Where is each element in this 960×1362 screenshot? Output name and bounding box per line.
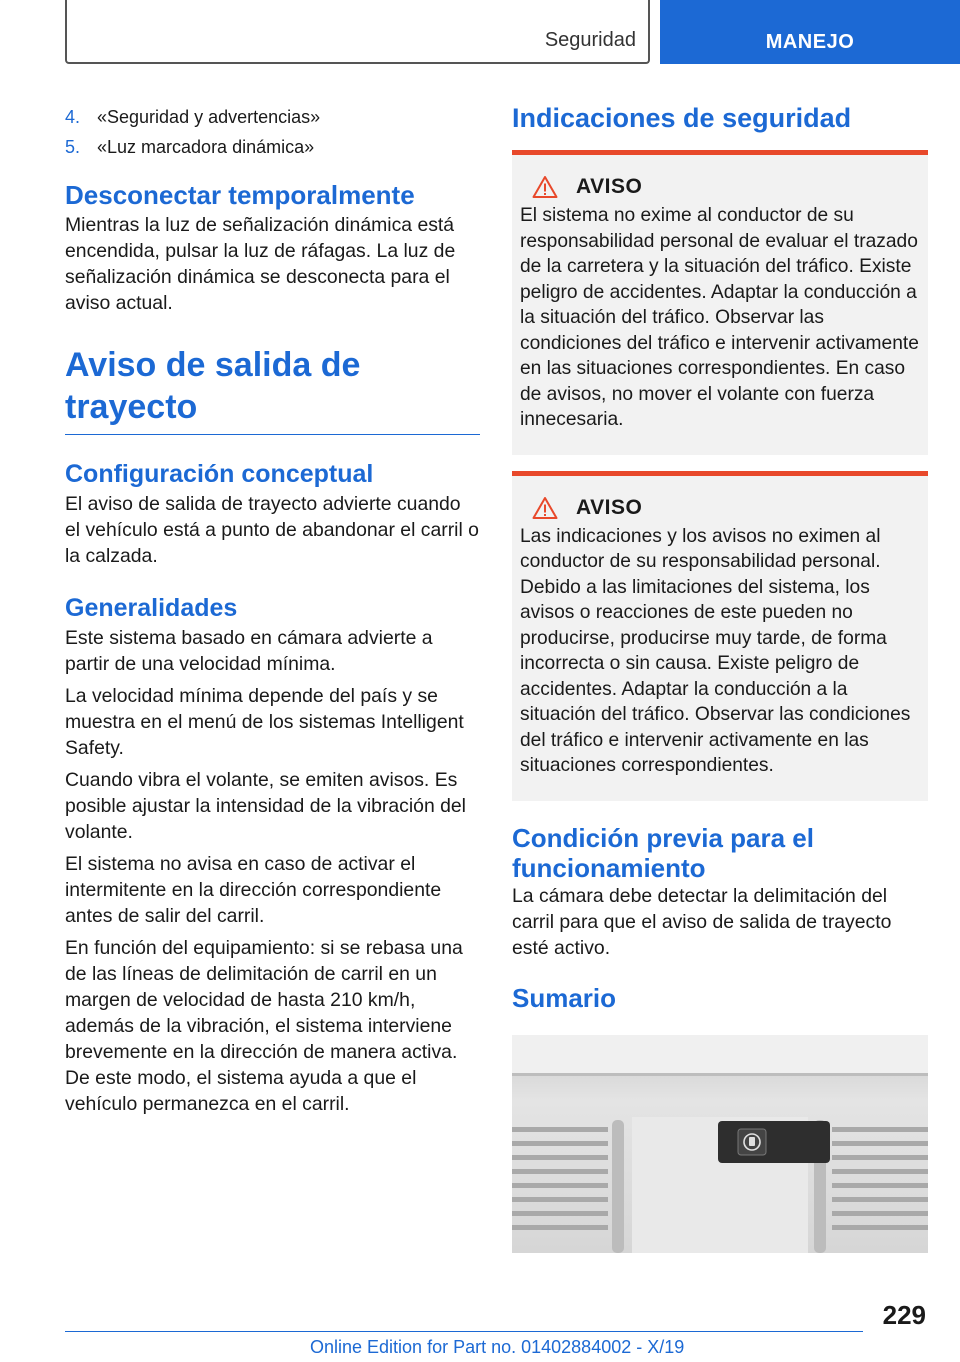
header-section-title: Seguridad [544,29,636,51]
paragraph-desconectar: Mientras la luz de señalización dinámica está encendida, pulsar la luz de ráfagas. La luz de señalización dinámica se desconecta para el aviso actual. [65,214,456,314]
warning-label: AVISO [576,175,643,198]
page-title: Aviso de salida de trayecto [65,344,480,435]
footer-edition-text: Online Edition for Part no. 01402884002 - X/19 [310,1337,685,1357]
warning-box [512,471,928,801]
warning-text: El sistema no exime al conductor de su responsabilidad personal de evaluar el trazado de la carretera y la situación del tráfico. Existe peligro de accidentes. Adaptar la conducción a la situación del tráfico. Observar las condiciones del tráfico e intervenir activamente en las situaciones correspondientes. En caso de avisos, no mover el volante con fuerza innecesaria. [520,205,919,430]
list-item-number: 5. [65,137,81,157]
paragraph-configuracion: El aviso de salida de trayecto advierte cuando el vehículo está a punto de abandonar el carril o la calzada. [65,493,479,567]
paragraph-generalidades-5: En función del equipamiento: si se rebasa una de las líneas de delimitación de carril en un margen de velocidad de hasta 210 km/h, además de la vibración, el sistema interviene brevemente en la dirección de manera activa. De este modo, el sistema ayuda a que el vehículo permanezca en el carril. [65,937,463,1115]
warning-header [532,496,920,520]
paragraph-generalidades-1: Este sistema basado en cámara advierte a partir de una velocidad mínima. [65,627,433,675]
heading-configuracion: Configuración conceptual [65,460,374,488]
footer-edition [310,1337,684,1358]
list-item [65,132,480,162]
footer-watermark [0,0,1,1]
warning-triangle-icon [532,175,558,199]
warning-triangle-icon [532,496,558,520]
paragraph-generalidades-3: Cuando vibra el volante, se emiten avisos. Es posible ajustar la intensidad de la vibración del volante. [65,769,466,843]
heading-sumario: Sumario [512,982,617,1013]
header-section-box [65,0,650,64]
right-column [512,100,928,1067]
list-item-text: «Luz marcadora dinámica» [97,137,315,157]
warning-text: Las indicaciones y los avisos no eximen al conductor de su responsabilidad personal. Debido a las limitaciones del sistema, los avisos o reacciones de este pueden no producirse, producirse muy tarde, de forma incorrecta o sin causa. Existe peligro de accidentes. Adaptar la conducción a la situación del tráfico. Observar las condiciones del tráfico e intervenir activamente en las situaciones correspondientes. [520,525,911,776]
paragraph-generalidades-2: La velocidad mínima depende del país y se muestra en el menú de los sistemas Intelligent Safety. [65,685,464,759]
warning-label: AVISO [576,495,643,519]
warning-header [532,175,920,199]
warning-box [512,150,928,455]
numbered-list [65,102,480,162]
list-item-number: 4. [65,107,81,127]
footer-divider [65,1331,863,1332]
vehicle-button-photo [512,1035,928,1253]
heading-desconectar: Desconectar temporalmente [65,180,415,210]
dashboard-illustration [512,1035,928,1253]
paragraph-condicion: La cámara debe detectar la delimitación del carril para que el aviso de salida de trayecto esté activo. [512,884,892,959]
paragraph-generalidades-4: El sistema no avisa en caso de activar el intermitente en la dirección correspondiente antes de salir del carril. [65,853,442,927]
page-number: 229 [882,1300,926,1330]
list-item [65,102,480,132]
heading-generalidades: Generalidades [65,594,238,622]
heading-condicion: Condición previa para el funcionamiento [512,822,814,883]
list-item-text: «Seguridad y advertencias» [97,107,321,127]
heading-indicaciones: Indicaciones de seguridad [512,103,852,133]
left-column [65,100,480,1123]
header-chapter-tab[interactable]: MANEJO [660,0,960,64]
